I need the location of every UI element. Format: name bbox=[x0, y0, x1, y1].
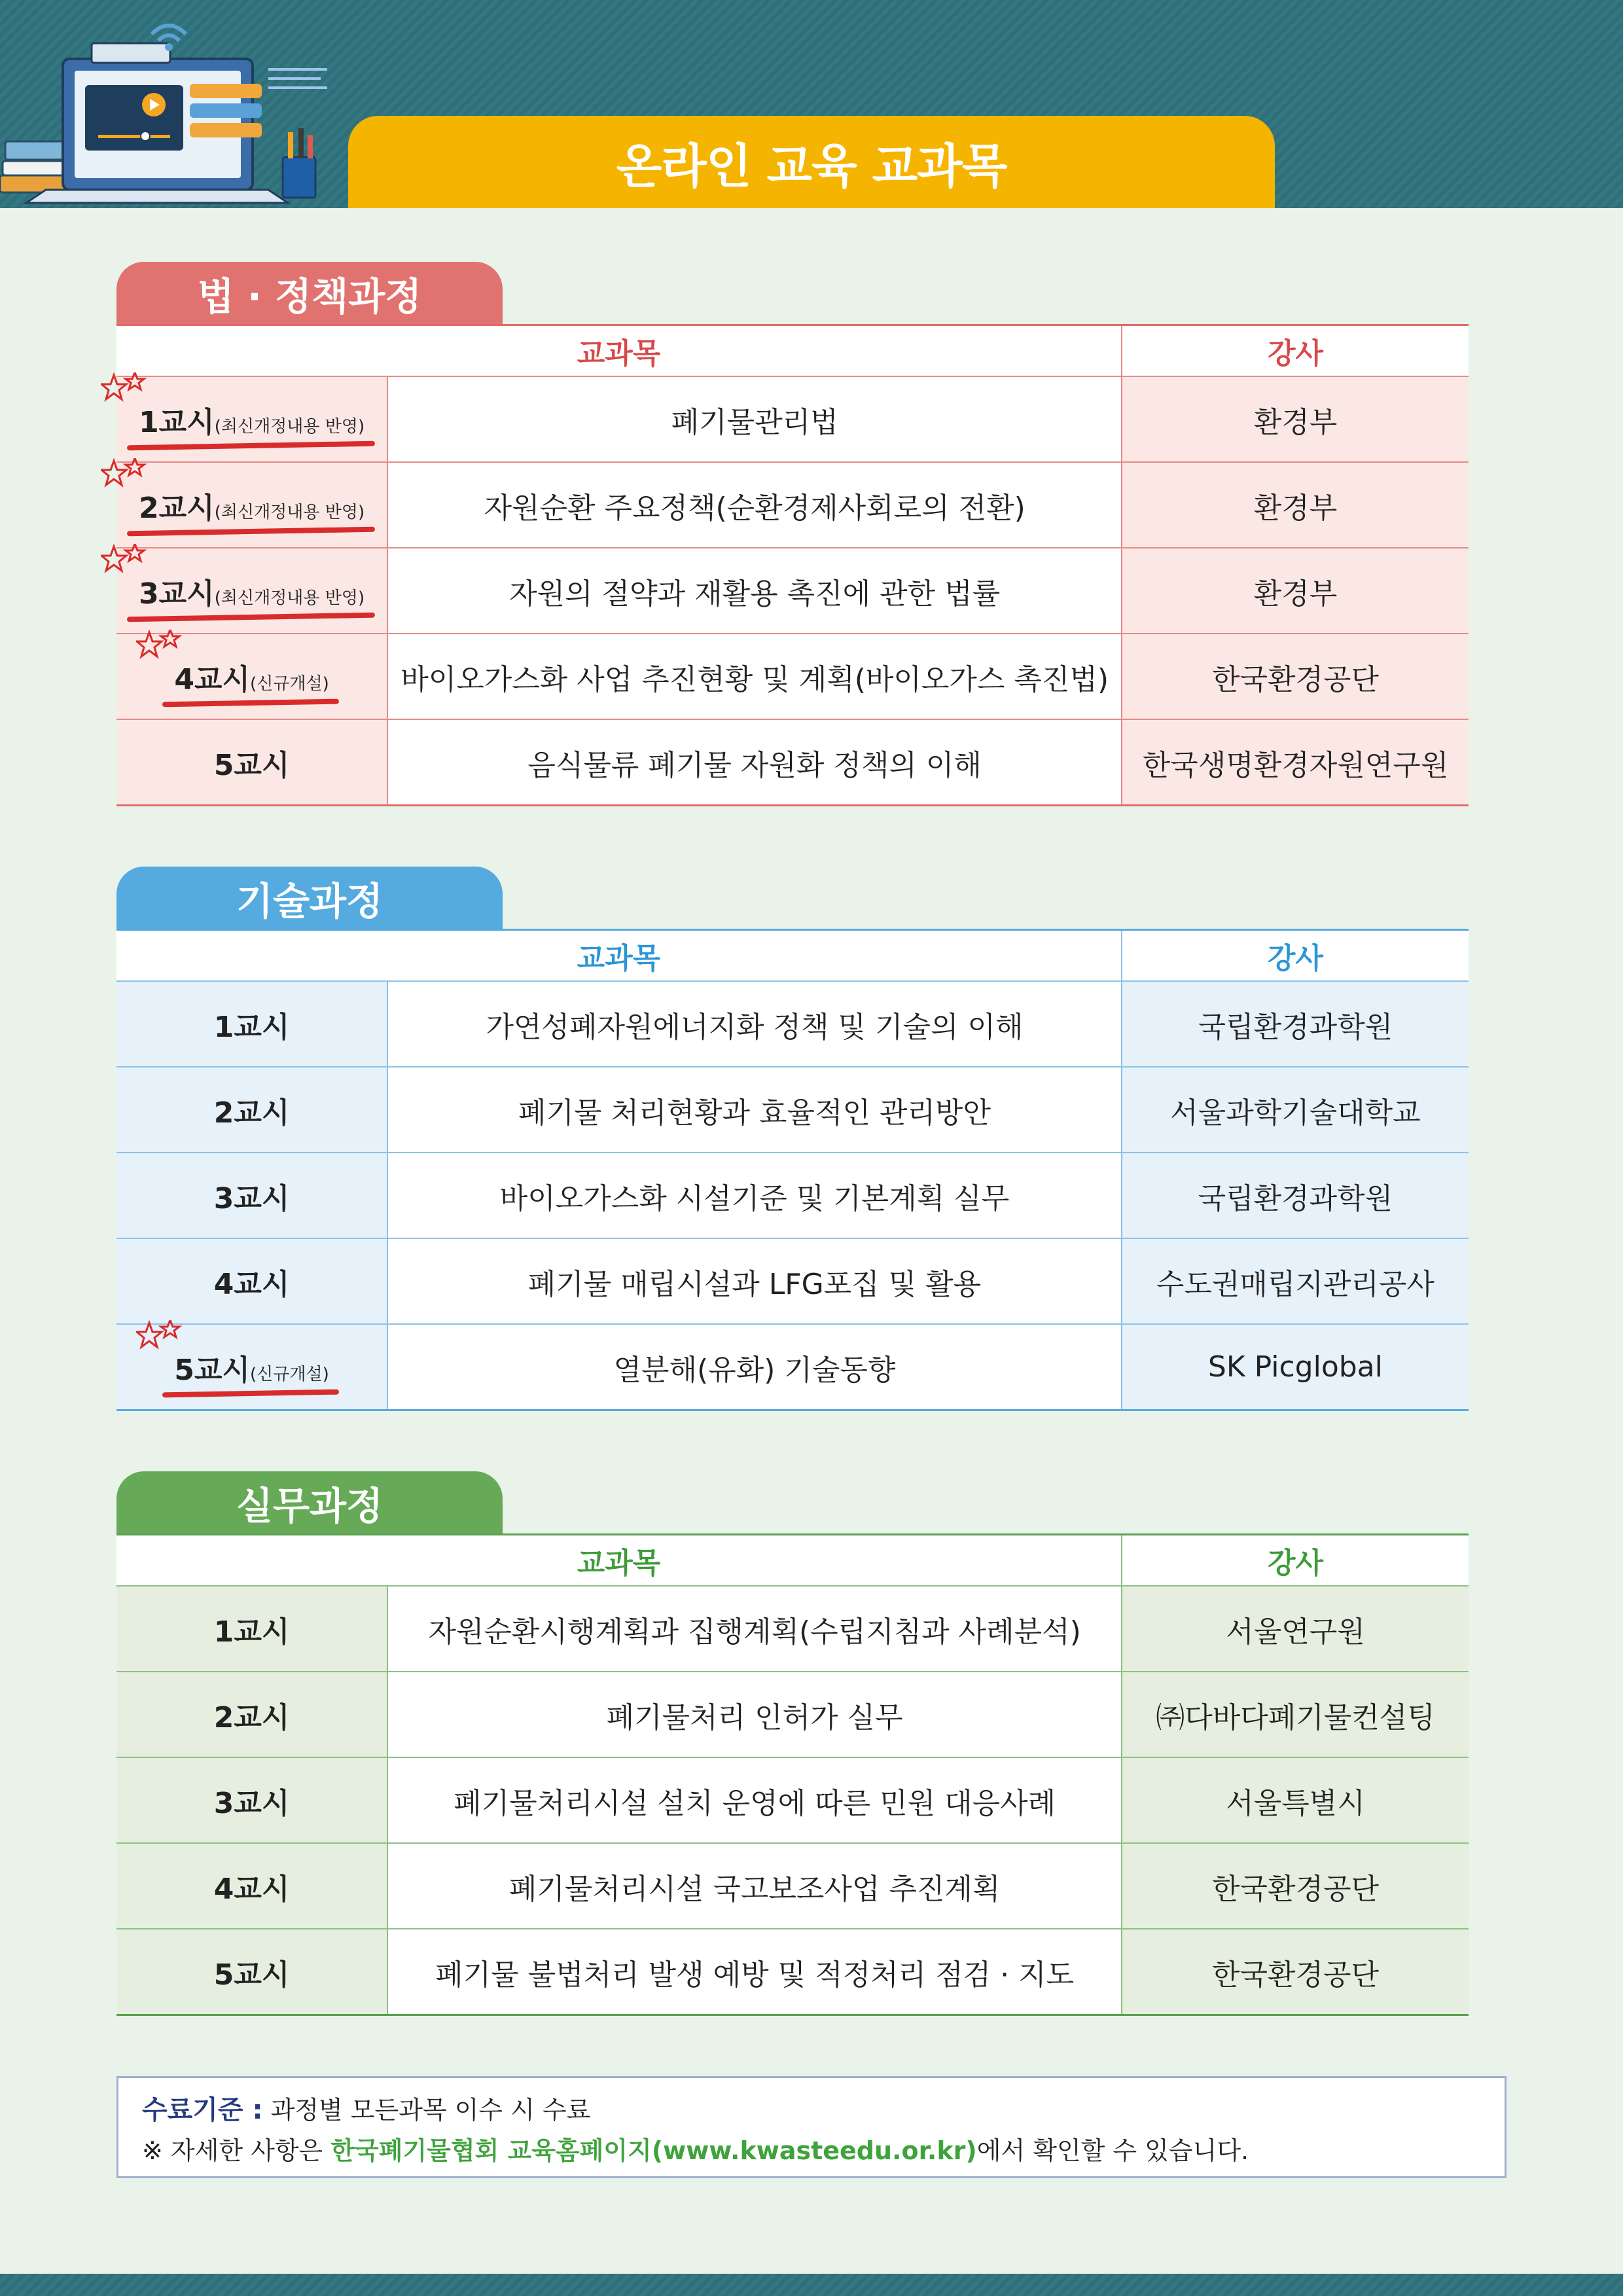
table-row bbox=[116, 634, 1469, 719]
period-cell: 4교시 bbox=[116, 1238, 387, 1324]
table-header-row bbox=[116, 1535, 1469, 1587]
laptop-illustration bbox=[0, 13, 340, 208]
table-row bbox=[116, 981, 1469, 1067]
instructor-cell: 한국환경공단 bbox=[1122, 634, 1469, 719]
period-cell bbox=[116, 462, 387, 548]
period-label: 2교시 bbox=[139, 491, 215, 525]
instructor-cell: 국립환경과학원 bbox=[1122, 1153, 1469, 1238]
subject-cell: 폐기물처리시설 국고보조사업 추진계획 bbox=[387, 1843, 1122, 1929]
period-note: (최신개정내용 반영) bbox=[214, 588, 365, 608]
homepage-info-suffix: 에서 확인할 수 있습니다. bbox=[976, 2136, 1249, 2165]
law-policy-table bbox=[116, 324, 1469, 806]
instructor-cell: ㈜다바다폐기물컨설팅 bbox=[1122, 1672, 1469, 1757]
subject-cell: 음식물류 폐기물 자원화 정책의 이해 bbox=[387, 719, 1122, 806]
header-instructor: 강사 bbox=[1122, 1535, 1469, 1587]
period-label: 4교시 bbox=[174, 662, 251, 696]
period-cell: 4교시 bbox=[116, 1843, 387, 1929]
instructor-cell: 서울특별시 bbox=[1122, 1757, 1469, 1843]
table-row bbox=[116, 719, 1469, 806]
section-tab-practice: 실무과정 bbox=[116, 1471, 503, 1534]
underline-mark bbox=[127, 440, 375, 450]
completion-note-box bbox=[116, 2076, 1507, 2178]
subject-cell: 바이오가스화 사업 추진현황 및 계획(바이오가스 촉진법) bbox=[387, 634, 1122, 719]
table-row bbox=[116, 1586, 1469, 1672]
instructor-cell: 환경부 bbox=[1122, 548, 1469, 634]
period-note: (신규개설) bbox=[250, 673, 329, 694]
period-cell bbox=[116, 1324, 387, 1410]
period-cell bbox=[116, 634, 387, 719]
period-cell: 2교시 bbox=[116, 1067, 387, 1153]
period-cell: 1교시 bbox=[116, 1586, 387, 1672]
instructor-cell: 한국생명환경자원연구원 bbox=[1122, 719, 1469, 806]
instructor-cell: 환경부 bbox=[1122, 376, 1469, 462]
period-cell: 5교시 bbox=[116, 1929, 387, 2015]
period-cell: 2교시 bbox=[116, 1672, 387, 1757]
subject-cell: 폐기물 불법처리 발생 예방 및 적정처리 점검 · 지도 bbox=[387, 1929, 1122, 2015]
section-tab-technology: 기술과정 bbox=[116, 867, 503, 929]
subject-cell: 폐기물관리법 bbox=[387, 376, 1122, 462]
period-highlight bbox=[134, 570, 370, 612]
star-icon bbox=[101, 544, 153, 583]
completion-criteria-label: 수료기준 : bbox=[142, 2095, 263, 2125]
period-highlight bbox=[134, 484, 370, 526]
period-highlight bbox=[169, 1346, 334, 1388]
subject-cell: 자원순환 주요정책(순환경제사회로의 전환) bbox=[387, 462, 1122, 548]
subject-cell: 바이오가스화 시설기준 및 기본계획 실무 bbox=[387, 1153, 1122, 1238]
footer-bar bbox=[0, 2274, 1623, 2296]
period-note: (최신개정내용 반영) bbox=[214, 416, 365, 437]
subject-cell: 자원순환시행계획과 집행계획(수립지침과 사례분석) bbox=[387, 1586, 1122, 1672]
period-note: (신규개설) bbox=[250, 1364, 329, 1384]
instructor-cell: 한국환경공단 bbox=[1122, 1929, 1469, 2015]
subject-cell: 폐기물처리시설 설치 운영에 따른 민원 대응사례 bbox=[387, 1757, 1122, 1843]
subject-cell: 열분해(유화) 기술동향 bbox=[387, 1324, 1122, 1410]
period-label: 5교시 bbox=[174, 1353, 251, 1387]
period-highlight bbox=[169, 656, 334, 698]
table-row bbox=[116, 1238, 1469, 1324]
header-instructor: 강사 bbox=[1122, 325, 1469, 377]
instructor-cell: 서울연구원 bbox=[1122, 1586, 1469, 1672]
star-icon bbox=[136, 630, 188, 669]
table-row bbox=[116, 1324, 1469, 1410]
underline-mark bbox=[127, 526, 375, 536]
table-row bbox=[116, 1153, 1469, 1238]
table-row bbox=[116, 462, 1469, 548]
subject-cell: 자원의 절약과 재활용 촉진에 관한 법률 bbox=[387, 548, 1122, 634]
subject-cell: 가연성폐자원에너지화 정책 및 기술의 이해 bbox=[387, 981, 1122, 1067]
practice-table bbox=[116, 1534, 1469, 2016]
underline-mark bbox=[162, 698, 339, 707]
page-title: 온라인 교육 교과목 bbox=[348, 116, 1275, 208]
homepage-link[interactable]: 한국폐기물협회 교육홈페이지(www.kwasteedu.or.kr) bbox=[330, 2136, 977, 2165]
subject-cell: 폐기물 매립시설과 LFG포집 및 활용 bbox=[387, 1238, 1122, 1324]
table-header-row bbox=[116, 325, 1469, 377]
period-cell: 5교시 bbox=[116, 719, 387, 806]
star-icon bbox=[101, 372, 153, 412]
table-row bbox=[116, 548, 1469, 634]
instructor-cell: 환경부 bbox=[1122, 462, 1469, 548]
period-cell bbox=[116, 548, 387, 634]
homepage-info-line bbox=[142, 2130, 1481, 2171]
completion-criteria-text: 과정별 모든과목 이수 시 수료 bbox=[270, 2096, 591, 2125]
subject-cell: 폐기물처리 인허가 실무 bbox=[387, 1672, 1122, 1757]
header-subject: 교과목 bbox=[116, 930, 1122, 982]
instructor-cell: 서울과학기술대학교 bbox=[1122, 1067, 1469, 1153]
homepage-info-prefix: ※ 자세한 사항은 bbox=[142, 2136, 331, 2165]
underline-mark bbox=[162, 1389, 339, 1397]
table-row bbox=[116, 1672, 1469, 1757]
header-subject: 교과목 bbox=[116, 1535, 1122, 1587]
instructor-cell: SK Picglobal bbox=[1122, 1324, 1469, 1410]
period-label: 1교시 bbox=[139, 405, 215, 439]
header-instructor: 강사 bbox=[1122, 930, 1469, 982]
underline-mark bbox=[127, 612, 375, 622]
section-tab-law-policy: 법 · 정책과정 bbox=[116, 262, 503, 324]
star-icon bbox=[136, 1320, 188, 1359]
period-cell: 1교시 bbox=[116, 981, 387, 1067]
table-header-row bbox=[116, 930, 1469, 982]
instructor-cell: 한국환경공단 bbox=[1122, 1843, 1469, 1929]
table-row bbox=[116, 1757, 1469, 1843]
period-cell: 3교시 bbox=[116, 1153, 387, 1238]
subject-cell: 폐기물 처리현황과 효율적인 관리방안 bbox=[387, 1067, 1122, 1153]
period-label: 3교시 bbox=[139, 577, 215, 611]
table-row bbox=[116, 376, 1469, 462]
table-row bbox=[116, 1067, 1469, 1153]
technology-table bbox=[116, 929, 1469, 1411]
header-subject: 교과목 bbox=[116, 325, 1122, 377]
instructor-cell: 국립환경과학원 bbox=[1122, 981, 1469, 1067]
instructor-cell: 수도권매립지관리공사 bbox=[1122, 1238, 1469, 1324]
period-cell bbox=[116, 376, 387, 462]
period-cell: 3교시 bbox=[116, 1757, 387, 1843]
period-highlight bbox=[134, 399, 370, 440]
table-row bbox=[116, 1843, 1469, 1929]
table-row bbox=[116, 1929, 1469, 2015]
completion-criteria-line bbox=[142, 2090, 1481, 2130]
period-note: (최신개정내용 반영) bbox=[214, 502, 365, 522]
star-icon bbox=[101, 458, 153, 497]
